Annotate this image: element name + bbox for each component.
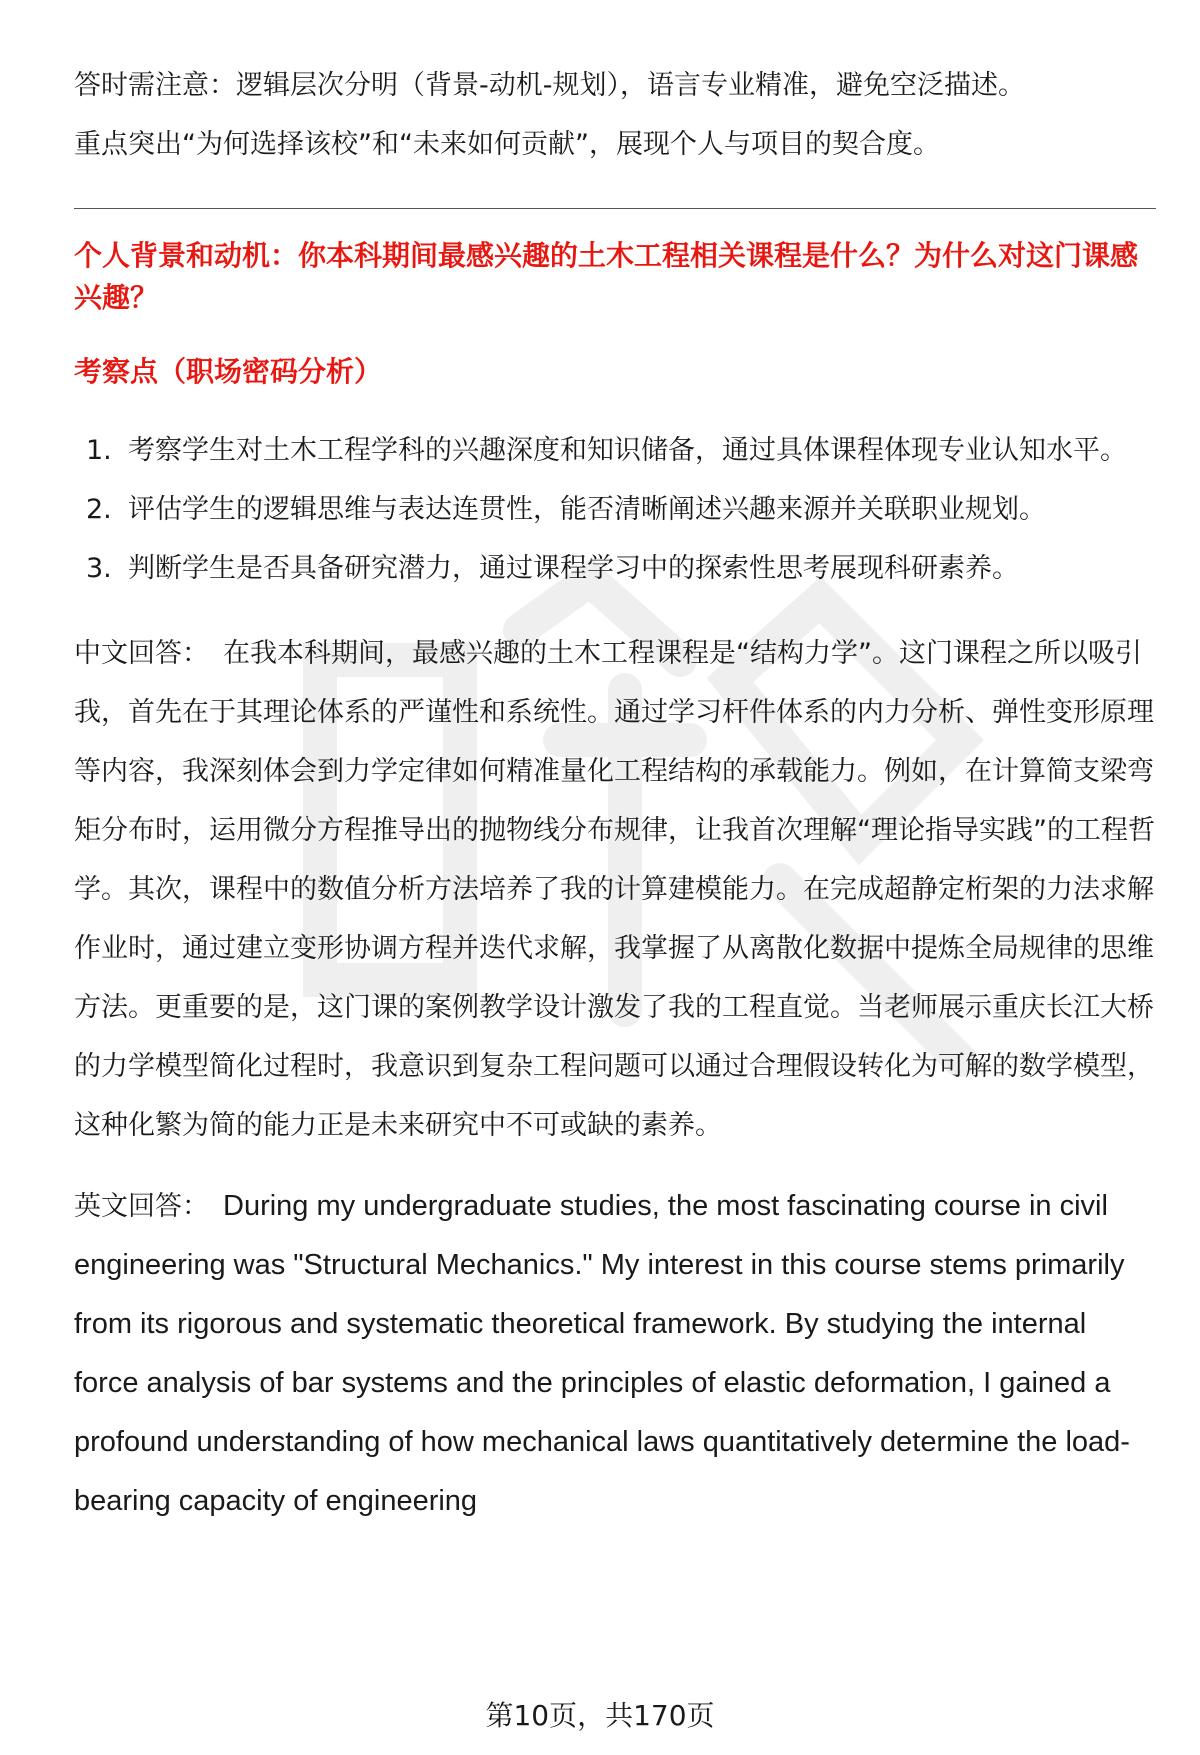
english-answer-label: 英文回答： <box>74 1191 209 1222</box>
page-footer: 第10页，共170页 <box>485 1699 715 1732</box>
section-divider <box>74 208 1156 209</box>
list-item <box>74 421 1156 480</box>
list-item-text: 考察学生对土木工程学科的兴趣深度和知识储备，通过具体课程体现专业认知水平。 <box>128 435 1127 466</box>
list-item <box>74 539 1156 598</box>
assessment-list <box>74 421 1156 598</box>
list-item-text: 评估学生的逻辑思维与表达连贯性，能否清晰阐述兴趣来源并关联职业规划。 <box>128 494 1046 525</box>
list-item-number: 1. <box>86 435 112 466</box>
chinese-answer-text: 在我本科期间，最感兴趣的土木工程课程是“结构力学”。这门课程之所以吸引我，首先在于其理论体系的严谨性和系统性。通过学习杆件体系的内力分析、弹性变形原理等内容，我深刻体会到力学定律如何精准量化工程结构的承载能力。例如，在计算简支梁弯矩分布时，运用微分方程推导出的抛物线分布规律，让我首次理解“理论指导实践”的工程哲学。其次，课程中的数值分析方法培养了我的计算建模能力。在完成超静定桁架的力法求解作业时，通过建立变形协调方程并迭代求解，我掌握了从离散化数据中提炼全局规律的思维方法。更重要的是，这门课的案例教学设计激发了我的工程直觉。当老师展示重庆长江大桥的力学模型简化过程时，我意识到复杂工程问题可以通过合理假设转化为可解的数学模型，这种化繁为简的能力正是未来研究中不可或缺的素养。 <box>74 638 1155 1141</box>
intro-note <box>74 56 1156 208</box>
intro-line-2: 重点突出“为何选择该校”和“未来如何贡献”，展现个人与项目的契合度。 <box>74 129 940 160</box>
intro-line-1: 答时需注意：逻辑层次分明（背景-动机-规划），语言专业精准，避免空泛描述。 <box>74 70 1025 101</box>
question-heading: 个人背景和动机：你本科期间最感兴趣的土木工程相关课程是什么？为什么对这门课感兴趣？ <box>74 239 1139 314</box>
english-answer-text: During my undergraduate studies, the most fascinating course in civil engineering was "Structural Mechanics." My interest in this course stems primarily from its rigorous and systematic theoretical framework. By studying the internal force analysis of bar systems and the principles of elastic deformation, I gained a profound understanding of how mechanical laws quantitatively determine the load-bearing capacity of engineering <box>74 1190 1130 1517</box>
chinese-answer <box>74 624 1156 1155</box>
page-content <box>74 56 1156 1553</box>
english-answer <box>74 1177 1156 1531</box>
chinese-answer-label: 中文回答： <box>74 638 209 669</box>
list-item-number: 3. <box>86 553 112 584</box>
list-item-text: 判断学生是否具备研究潜力，通过课程学习中的探索性思考展现科研素养。 <box>128 553 1019 584</box>
assessment-title: 考察点（职场密码分析） <box>74 355 383 388</box>
list-item-number: 2. <box>86 494 112 525</box>
list-item <box>74 480 1156 539</box>
